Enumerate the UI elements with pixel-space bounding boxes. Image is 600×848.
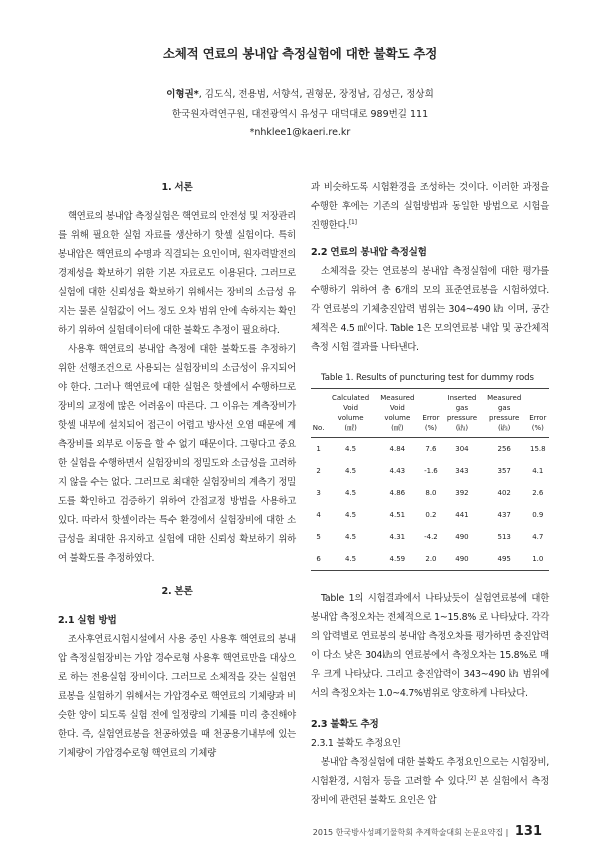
table-header-cell: Measured Void volume (㎖): [380, 394, 415, 432]
table-cell: 4.7: [532, 533, 544, 541]
table-cell: 2.0: [425, 555, 437, 563]
paper-title: 소체적 연료의 봉내압 측정실험에 대한 불확도 추정: [162, 46, 438, 61]
table-cell: 2.6: [532, 489, 544, 497]
left-column: [58, 178, 296, 763]
table-cell: 490: [455, 533, 469, 541]
table-cell: 402: [497, 489, 511, 497]
table-cell: 4.5: [345, 467, 357, 475]
table-cell: 304: [455, 445, 469, 453]
table-cell: 0.9: [532, 511, 544, 519]
table-header-cell: No.: [312, 424, 325, 432]
table-cell: 4.31: [389, 533, 406, 541]
table-cell: 6: [316, 555, 321, 563]
affiliation: 한국원자력연구원, 대전광역시 유성구 대덕대로 989번길 111: [171, 109, 429, 120]
table-row: [311, 438, 549, 461]
subsection-2-3-heading: 2.3 불확도 추정: [311, 719, 379, 730]
table-row: [311, 482, 549, 504]
table-row: [311, 504, 549, 526]
uncertainty-paragraph: 봉내압 측정실험에 대한 불확도 추정요인으로는 시험장비, 시험환경, 시험자 등을 고려할 수 있다.[2] 본 실험에서 측정 장비에 관련된 불확도 요인은 압: [311, 757, 549, 806]
table-header-cell: Error (%): [529, 414, 547, 432]
table-header-cell: Inserted gas pressure (㎪): [446, 394, 478, 432]
table-cell: 7.6: [425, 445, 437, 453]
table-cell: 4.43: [389, 467, 406, 475]
author-list: [0, 86, 600, 100]
table-row: [311, 526, 549, 548]
table-cell: 2: [316, 467, 321, 475]
table-cell: 4.1: [532, 467, 544, 475]
table-cell: 4: [316, 511, 321, 519]
table-cell: 437: [497, 511, 511, 519]
table-cell: 4.86: [389, 489, 406, 497]
table-cell: 0.2: [425, 511, 437, 519]
table-cell: 4.5: [345, 445, 357, 453]
page-footer: 2015 한국방사성폐기물학회 추계학술대회 논문요약집 | 131: [312, 824, 542, 839]
table-header-cell: Measured gas pressure (㎪): [487, 394, 522, 432]
table-cell: 15.8: [530, 445, 546, 453]
table-cell: 4.5: [345, 489, 357, 497]
table-caption: Table 1. Results of puncturing test for dummy rods: [321, 373, 534, 383]
reference-2: [2]: [467, 774, 476, 782]
intro-paragraph-1: 핵연료의 봉내압 측정실험은 핵연료의 안전성 및 저장관리를 위해 필요한 실험 자료를 생산하기 핫셀 실험이다. 특히 봉내압은 핵연료의 수명과 직결되는 요인이며, 원자력발전의 경제성을 확보하기 위한 기본 자료로도 이용된다. 그러므로 실험에 대한 신뢰성을 확보하기 위해서는 장비의 소급성 유지는 물론 실험값이 어느 정도 오차 범위 안에 속하지는 확인하기 위하여 실험데이터에 대한 불확도 추정이 필요하다.: [58, 211, 296, 336]
footer-text: 2015 한국방사성폐기물학회 추계학술대회 논문요약집: [312, 828, 504, 837]
table-cell: 4.5: [345, 533, 357, 541]
intro-heading: 1. 서론: [161, 182, 193, 193]
subsection-2-1-heading: 2.1 실험 방법: [58, 615, 117, 626]
table-cell: 4.5: [345, 555, 357, 563]
table-body: [311, 438, 549, 571]
coauthors: , 김도식, 전용범, 서향석, 권형문, 장정남, 김성근, 정상희: [198, 89, 434, 100]
table-header-row: [311, 389, 549, 438]
table-cell: 3: [316, 489, 321, 497]
results-table: [311, 388, 549, 571]
table-cell: 4.84: [389, 445, 406, 453]
method-paragraph: 조사후연료시험시설에서 사용 중인 사용후 핵연료의 봉내압 측정실험장비는 가압 경수로형 사용후 핵연료만을 대상으로 하는 전용실험 장비이다. 그러므로 소체적을 갖는 실험연료봉을 실험하기 위해서는 가압경수로 핵연료의 기체량과 비슷한 양이 되도록 실험 전에 일정량의 기체를 미리 충진해야 한다. 즉, 실험연료봉을 천공하였을 때 천공용기내부에 있는 기체량이 가압경수로형 핵연료의 기체량: [58, 634, 296, 759]
test-paragraph: 소체적을 갖는 연료봉의 봉내압 측정실험에 대한 평가를 수행하기 위하여 총 6개의 모의 표준연료봉을 시험하였다. 각 연료봉의 기체충진압력 범위는 304~490 ㎪ 이며, 공간체적은 4.5 ㎖이다. Table 1은 모의연료봉 내압 및 공간체적측정 시험 결과를 나타낸다.: [311, 266, 549, 353]
table-cell: 392: [455, 489, 469, 497]
table-cell: 1: [316, 445, 321, 453]
table-cell: 495: [497, 555, 511, 563]
results-paragraph: Table 1의 시험결과에서 나타났듯이 실험연료봉에 대한 봉내압 측정오차는 전체적으로 1~15.8% 로 나타났다. 각각의 압력별로 연료봉의 봉내압 측정오차를 평가하면 충진압력이 다소 낮은 304㎪의 연료봉에서 측정오차는 15.8%로 매우 크게 나타났다. 그리고 충진압력이 343~490 ㎪ 범위에서의 측정오차는 1.0~4.7%범위로 양호하게 나타났다.: [311, 593, 549, 699]
table-cell: 4.51: [389, 511, 406, 519]
table-cell: 1.0: [532, 555, 544, 563]
subsection-2-2-heading: 2.2 연료의 봉내압 측정실험: [311, 247, 427, 258]
table-cell: 343: [455, 467, 469, 475]
table-cell: -1.6: [424, 467, 438, 475]
subsection-2-3-1-heading: 2.3.1 불확도 추정요인: [311, 738, 401, 749]
author-email: *nhklee1@kaeri.re.kr: [249, 127, 351, 138]
body-heading: 2. 본론: [161, 586, 193, 597]
table-cell: 4.59: [389, 555, 406, 563]
table-cell: 490: [455, 555, 469, 563]
reference-1: [1]: [348, 218, 357, 226]
table-cell: 441: [455, 511, 469, 519]
table-row: [311, 548, 549, 571]
table-cell: 5: [316, 533, 321, 541]
table-cell: 513: [497, 533, 511, 541]
page-number: 131: [514, 824, 542, 839]
table-cell: 256: [497, 445, 511, 453]
lead-author: 이형권*: [166, 89, 199, 100]
table-cell: -4.2: [424, 533, 438, 541]
right-column: [311, 178, 549, 810]
table-header-cell: Calculated Void volume (㎖): [332, 394, 370, 432]
table-cell: 8.0: [425, 489, 437, 497]
table-cell: 357: [497, 467, 511, 475]
table-row: [311, 460, 549, 482]
table-cell: 4.5: [345, 511, 357, 519]
table-header-cell: Error (%): [422, 414, 440, 432]
method-paragraph-continued: 과 비슷하도록 시험환경을 조성하는 것이다. 이러한 과정을 수행한 후에는 기존의 실험방법과 동일한 방법으로 시험을 진행한다.[1]: [311, 182, 549, 231]
intro-paragraph-2: 사용후 핵연료의 봉내압 측정에 대한 불확도를 추정하기 위한 선행조건으로 사용되는 실험장비의 소급성이 유지되어야 한다. 그러나 핵연료에 대한 실험은 핫셀에서 수행하므로 장비의 교정에 많은 어려움이 따른다. 그 이유는 계측장비가 핫셀 내부에 설치되어 접근이 어렵고 방사선 오염 때문에 계측장비를 외부로 이동을 할 수 없기 때문이다. 그렇다고 중요한 실험을 수행하면서 실험장비의 정밀도와 소급성을 고려하지 않을 수는 없다. 그러므로 최대한 실험장비의 계측기 정밀도를 확인하고 검증하기 위하여 간접교정 방법을 사용하고 있다. 따라서 핫셀이라는 특수 환경에서 실험장비에 대한 소급성을 최대한 유지하고 실험에 대한 신뢰성 확보하기 위하여 불확도를 추정하였다.: [58, 344, 296, 564]
